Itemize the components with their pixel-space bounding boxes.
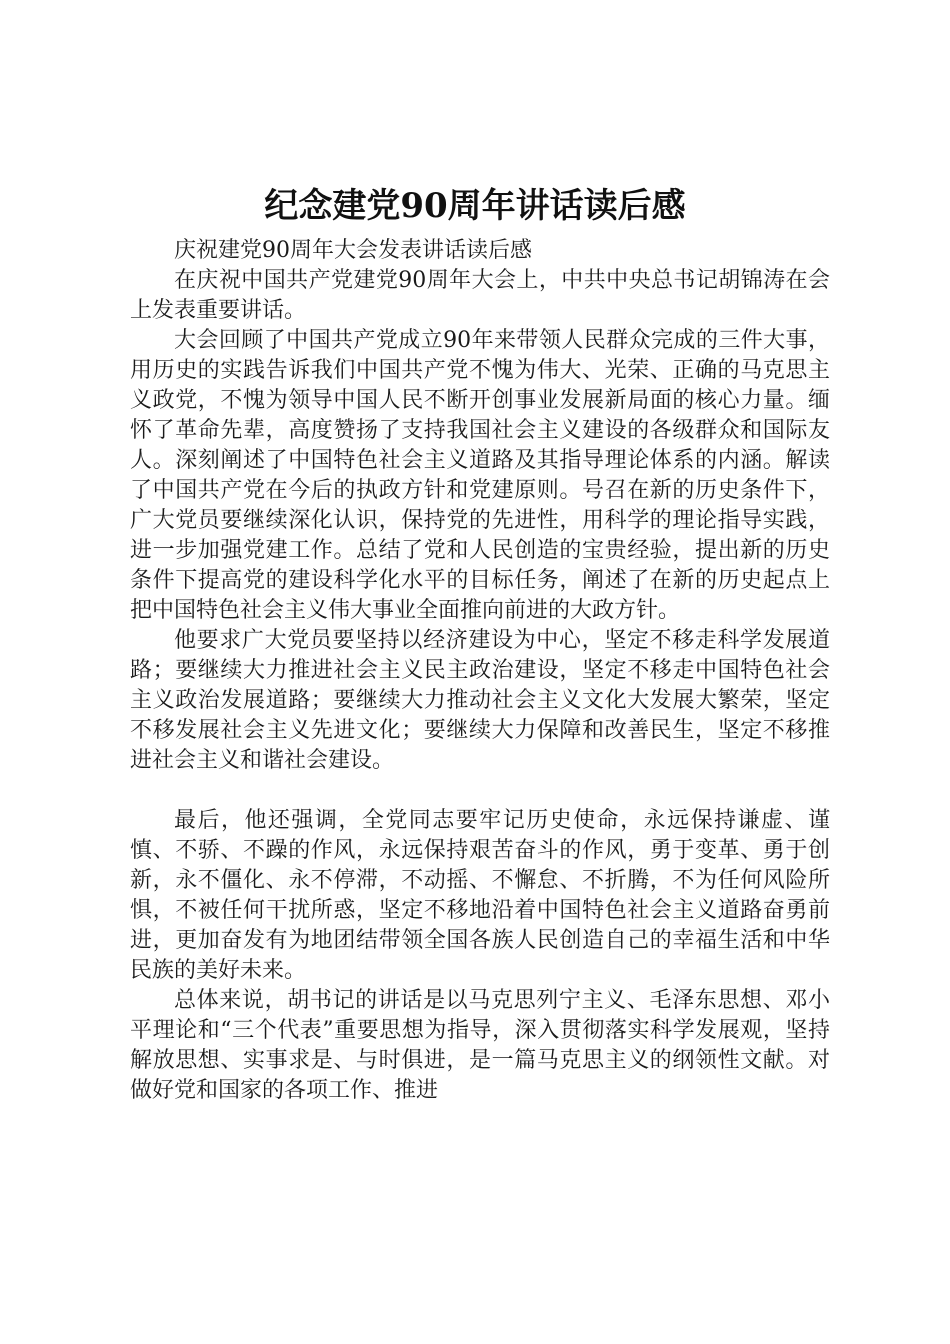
paragraph-spacer bbox=[130, 776, 830, 806]
paragraph-intro: 在庆祝中国共产党建党90周年大会上，中共中央总书记胡锦涛在会上发表重要讲话。 bbox=[130, 268, 830, 323]
document-title: 纪念建党90周年讲话读后感 bbox=[264, 186, 686, 226]
document-body bbox=[130, 236, 830, 1106]
paragraph-review: 大会回顾了中国共产党成立90年来带领人民群众完成的三件大事，用历史的实践告诉我们中国共产党不愧为伟大、光荣、正确的马克思主义政党，不愧为领导中国人民不断开创事业发展新局面的核心力量。缅怀了革命先辈，高度赞扬了支持我国社会主义建设的各级群众和国际友人。深刻阐述了中国特色社会主义道路及其指导理论体系的内涵。解读了中国共产党在今后的执政方针和党建原则。号召在新的历史条件下，广大党员要继续深化认识，保持党的先进性，用科学的理论指导实践，进一步加强党建工作。总结了党和人民创造的宝贵经验，提出新的历史条件下提高党的建设科学化水平的目标任务，阐述了在新的历史起点上把中国特色社会主义伟大事业全面推向前进的大政方针。 bbox=[130, 328, 830, 623]
paragraph-requirements: 他要求广大党员要坚持以经济建设为中心，坚定不移走科学发展道路；要继续大力推进社会主义民主政治建设，坚定不移走中国特色社会主义政治发展道路；要继续大力推动社会主义文化大发展大繁荣，坚定不移发展社会主义先进文化；要继续大力保障和改善民生，坚定不移推进社会主义和谐社会建设。 bbox=[130, 628, 830, 773]
paragraph-summary: 总体来说，胡书记的讲话是以马克思列宁主义、毛泽东思想、邓小平理论和“三个代表”重要思想为指导，深入贯彻落实科学发展观，坚持解放思想、实事求是、与时俱进，是一篇马克思主义的纲领性文献。对做好党和国家的各项工作、推进 bbox=[130, 988, 830, 1103]
paragraph-emphasis: 最后，他还强调，全党同志要牢记历史使命，永远保持谦虚、谨慎、不骄、不躁的作风，永远保持艰苦奋斗的作风，勇于变革、勇于创新，永不僵化、永不停滞，不动摇、不懈怠、不折腾，不为任何风险所惧，不被任何干扰所惑，坚定不移地沿着中国特色社会主义道路奋勇前进，更加奋发有为地团结带领全国各族人民创造自己的幸福生活和中华民族的美好未来。 bbox=[130, 808, 830, 983]
paragraph-subtitle: 庆祝建党90周年大会发表讲话读后感 bbox=[174, 238, 532, 263]
